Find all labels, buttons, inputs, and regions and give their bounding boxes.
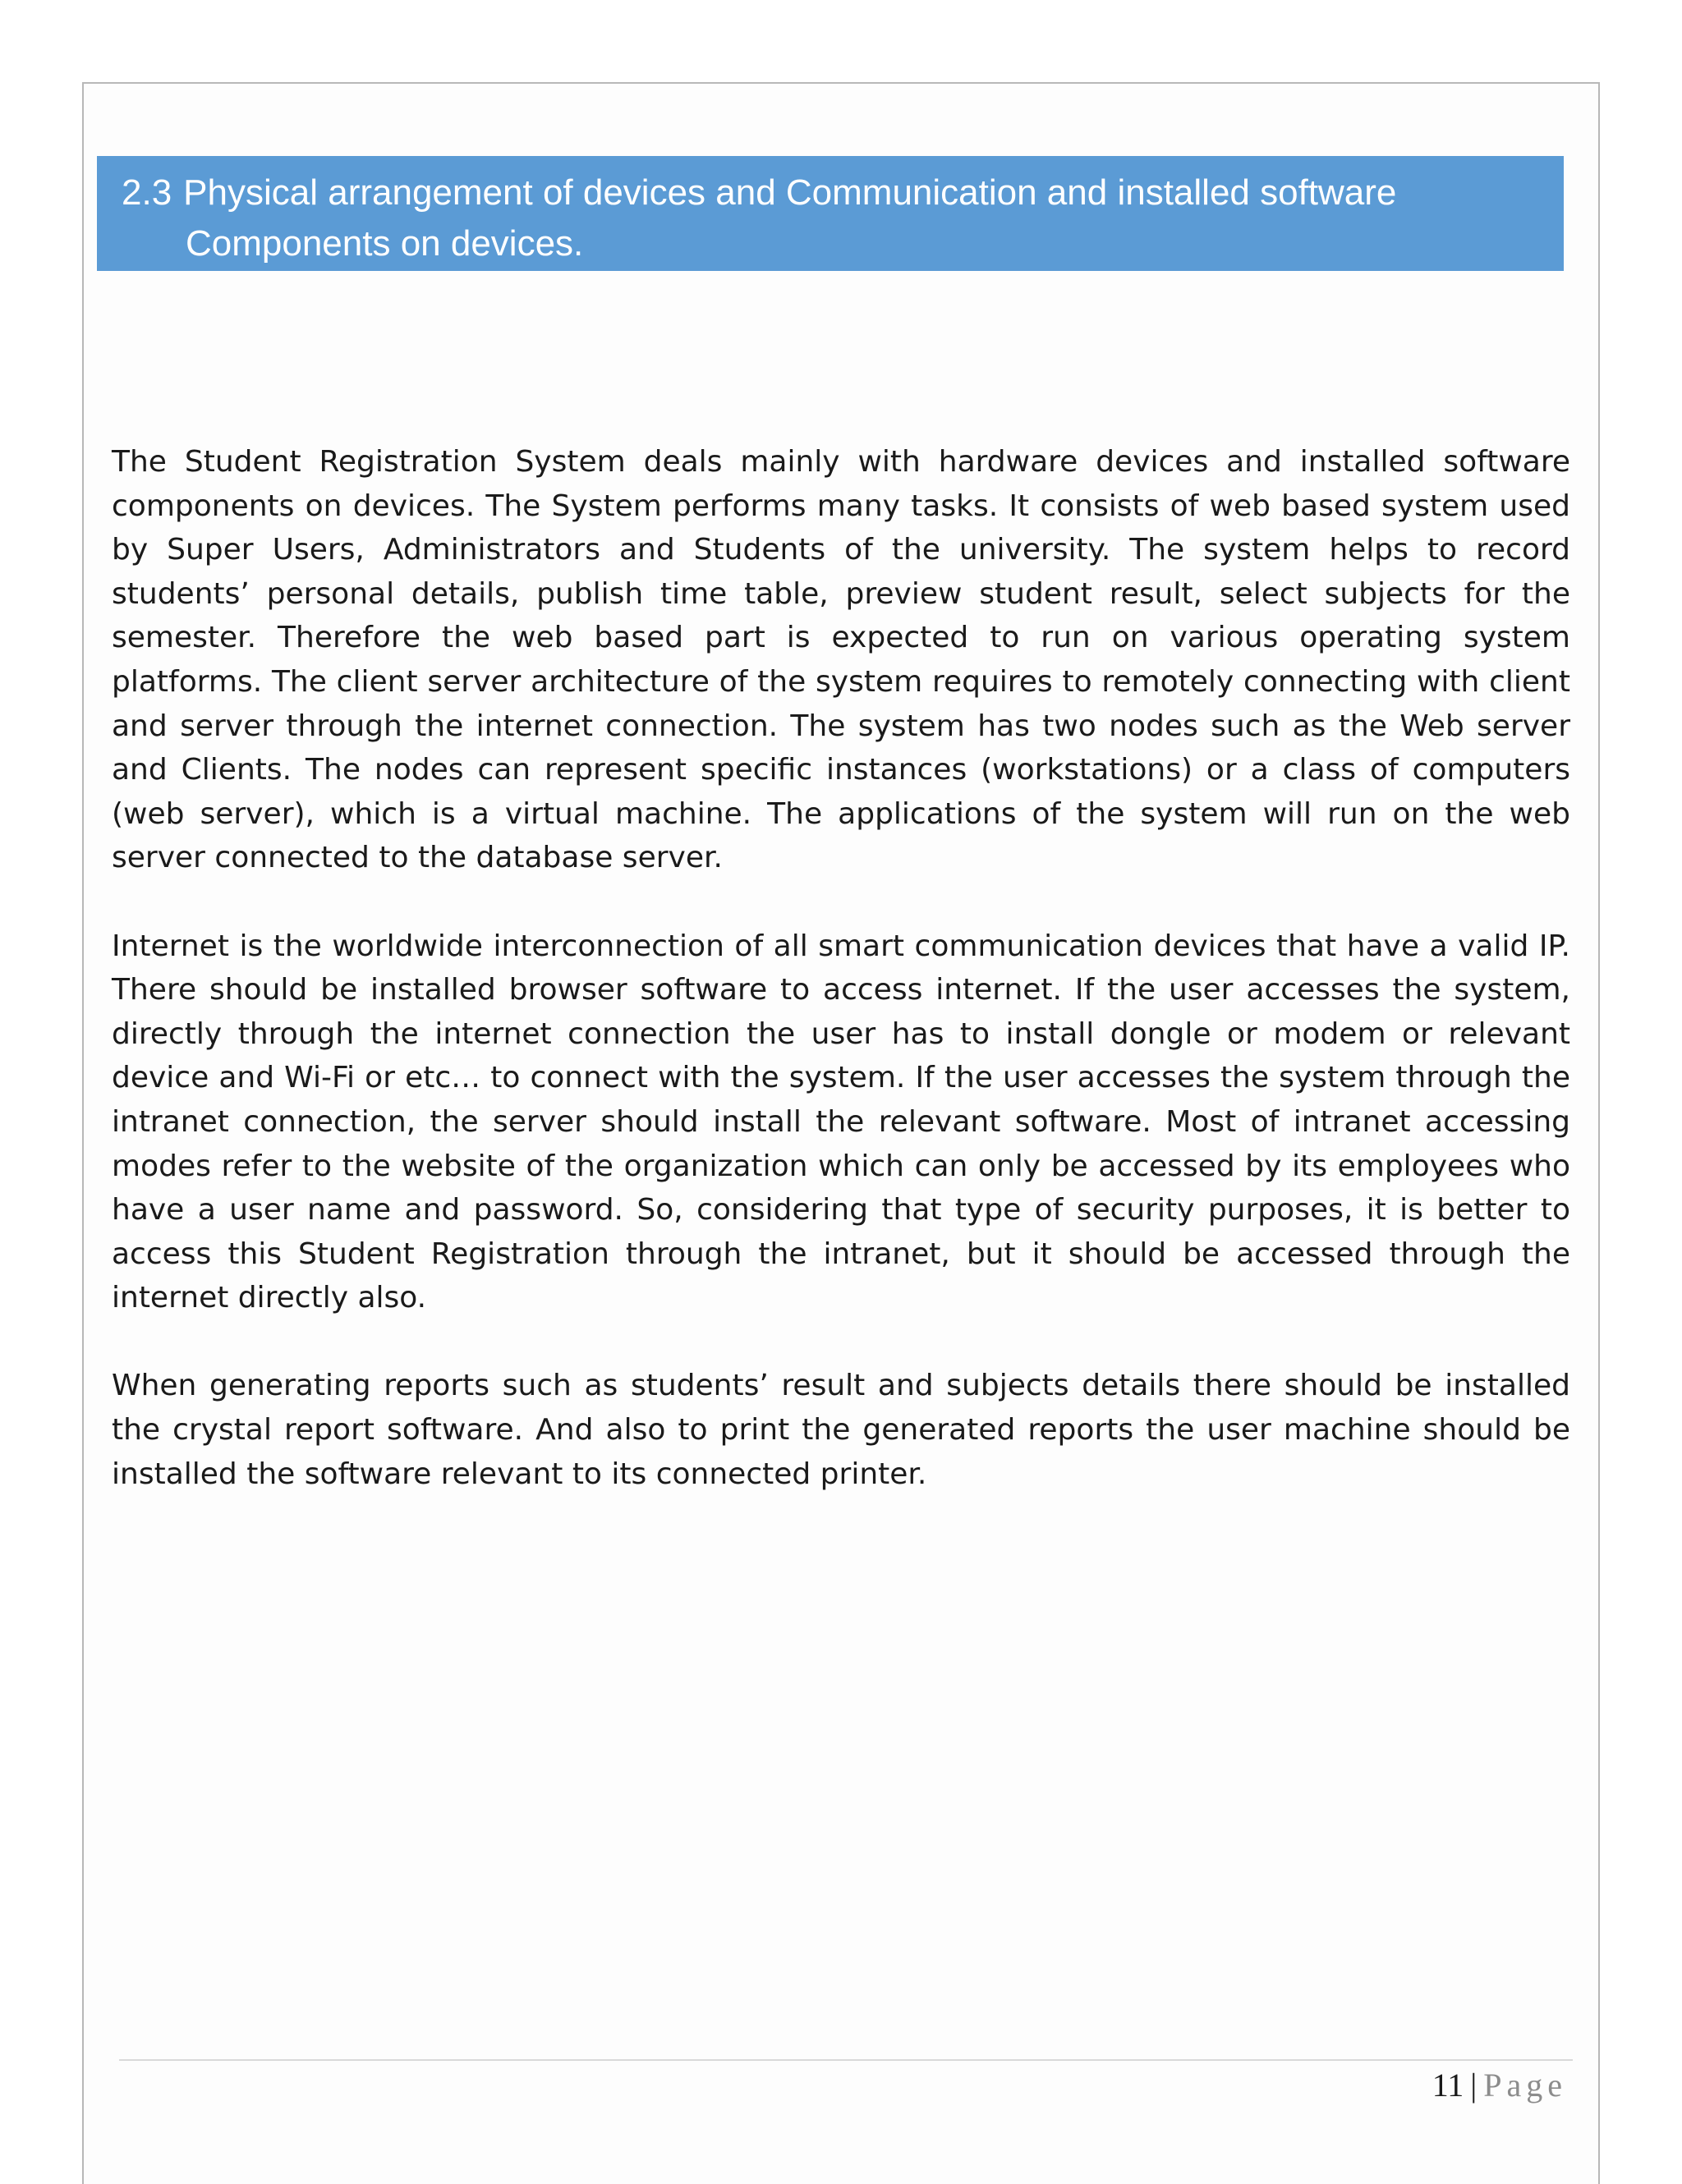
page-footer [1432,2066,1567,2104]
paragraph-3: When generating reports such as students’ result and subjects details there should be installed the crystal report software. And also to print the generated reports the user machine should be installed the software relevant to its connected printer. [112,1369,1570,1491]
section-number: 2.3 [122,172,172,213]
paragraph-2: Internet is the worldwide interconnection of all smart communication devices that have a valid IP. There should be installed browser software to access internet. If the user accesses the system, directly through the internet connection the user has to install dongle or modem or relevant device and Wi-Fi or etc… to connect with the system. If the user accesses the system through the intranet connection, the server should install the relevant software. Most of intranet accessing modes refer to the website of the organization which can only be accessed by its employees who have a user name and password. So, considering that type of security purposes, it is better to access this Student Registration through the intranet, but it should be accessed through the internet directly also. [112,929,1570,1315]
body-text [112,440,1570,1540]
section-title-line1: Physical arrangement of devices and Communication and installed software [183,172,1397,213]
paragraph-1: The Student Registration System deals mainly with hardware devices and installed software components on devices. The System performs many tasks. It consists of web based system used by Super Users, Administrators and Students of the university. The system helps to record students’ personal details, publish time table, preview student result, select subjects for the semester. Therefore the web based part is expected to run on various operating system platforms. The client server architecture of the system requires to remotely connecting with client and server through the internet connection. The system has two nodes such as the Web server and Clients. The nodes can represent specific instances (workstations) or a class of computers (web server), which is a virtual machine. The applications of the system will run on the web server connected to the database server. [112,445,1570,875]
section-title-line2: Components on devices. [186,223,584,264]
footer-divider [119,2059,1573,2061]
page-separator: | [1470,2067,1477,2104]
section-heading [97,156,1564,271]
page-number: 11 [1432,2067,1464,2104]
page-word: Page [1483,2067,1567,2104]
